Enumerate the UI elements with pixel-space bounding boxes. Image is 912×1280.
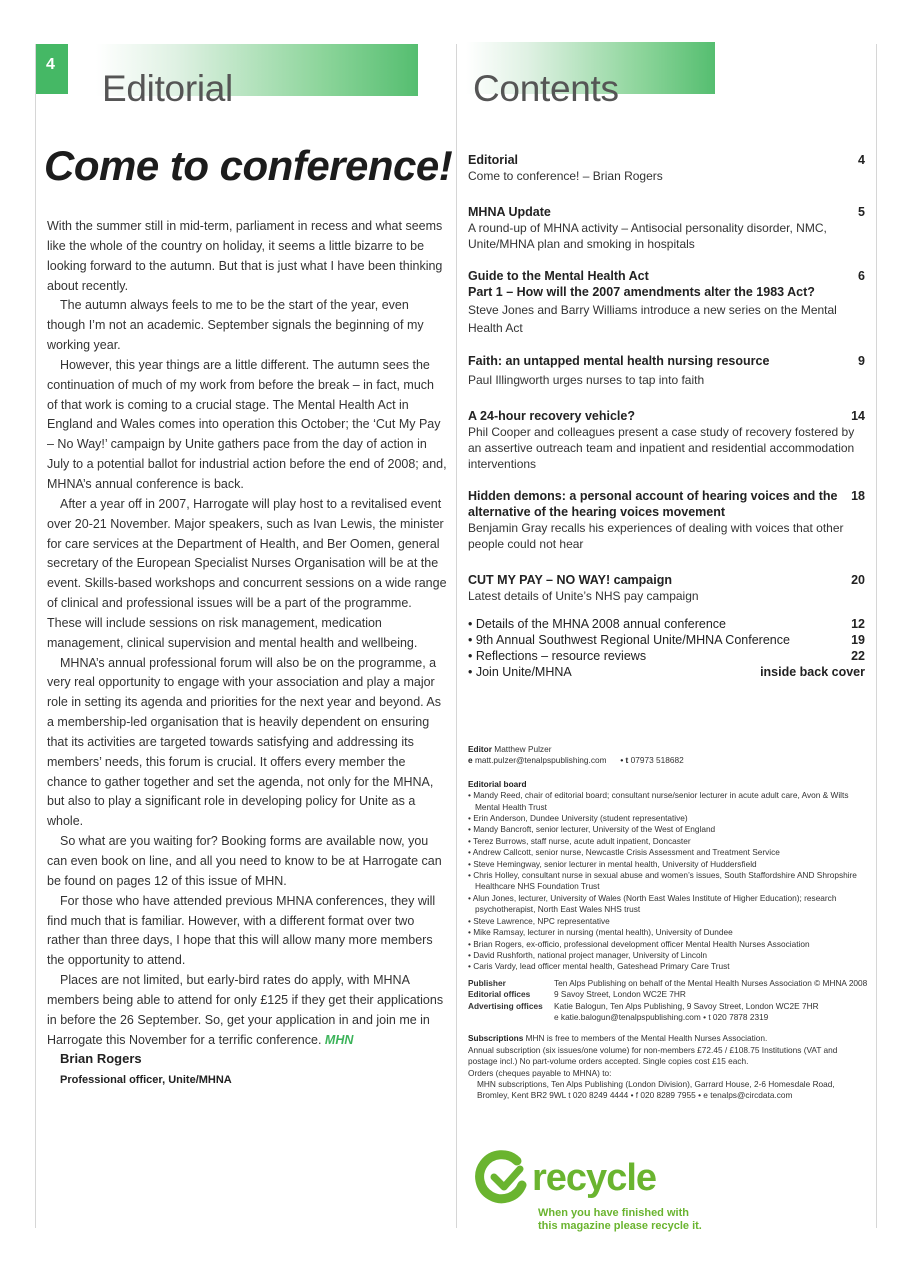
editor-tel: 07973 518682 (630, 755, 684, 766)
mhn-end-mark: MHN (324, 1032, 354, 1047)
contents-section-title: Contents (473, 68, 619, 109)
board-member: • Andrew Callcott, senior nurse, Newcastle Crisis Assessment and Treatment Service (468, 847, 868, 858)
entry-title: Editorial (468, 153, 519, 167)
contents-entry[interactable] (468, 572, 865, 604)
contents-entry[interactable] (468, 204, 865, 252)
entry-title: A 24-hour recovery vehicle? (468, 409, 635, 423)
entry-page: 4 (858, 153, 865, 167)
center-column-rule (456, 44, 457, 1228)
bullet-item[interactable]: • 9th Annual Southwest Regional Unite/MHNA Conference 19 (468, 633, 865, 647)
editor-label: Editor (468, 744, 492, 754)
editorial-paragraph: So what are you waiting for? Booking forms are available now, you can even book on line, and all you need to know to be at Harrogate can be found on pages 12 of this issue of MHN. (47, 834, 442, 888)
entry-title: MHNA Update (468, 205, 551, 219)
recycle-word: recycle (532, 1157, 657, 1199)
publisher-value: Ten Alps Publishing on behalf of the Mental Health Nurses Association © MHNA 2008 (554, 977, 868, 988)
entry-description: Benjamin Gray recalls his experiences of dealing with voices that other people could not hear (468, 521, 844, 551)
board-member: • Chris Holley, consultant nurse in sexual abuse and women’s issues, South Staffordshire AND Shropshire Healthcare NHS Foundation Trust (468, 870, 868, 893)
subs-line: MHN is free to members of the Mental Health Nurses Association. (525, 1033, 768, 1044)
board-member: • Terez Burrows, staff nurse, acute adult inpatient, Doncaster (468, 836, 868, 847)
contents-entry[interactable] (468, 152, 865, 184)
board-member: • David Rushforth, national project manager, University of Lincoln (468, 950, 868, 961)
bullet-page: 22 (851, 649, 865, 663)
editorial-paragraph: The autumn always feels to me to be the start of the year, even though I’m not an academic. September signals the beginning of my working year. (47, 298, 424, 353)
entry-description: Latest details of Unite’s NHS pay campaign (468, 589, 699, 603)
entry-description: A round-up of MHNA activity – Antisocial personality disorder, NMC, Unite/MHNA plan and smoking in hospitals (468, 221, 827, 251)
contents-bullets (468, 616, 865, 680)
author-name: Brian Rogers (60, 1051, 142, 1066)
bullet-item[interactable]: • Join Unite/MHNA inside back cover (468, 665, 865, 679)
advertising-contact: e katie.balogun@tenalpspublishing.com • t 020 7878 2319 (554, 1011, 769, 1022)
recycle-tagline-2: this magazine please recycle it. (538, 1219, 702, 1232)
page-number: 4 (36, 44, 68, 94)
bullet-page: inside back cover (760, 665, 865, 679)
subs-label: Subscriptions (468, 1033, 524, 1044)
bullet-item[interactable]: • Reflections – resource reviews 22 (468, 649, 865, 663)
editor-contact (468, 755, 868, 766)
board-member: • Brian Rogers, ex-officio, professional development officer Mental Health Nurses Association (468, 939, 868, 950)
entry-page: 14 (851, 409, 865, 423)
entry-page: 5 (858, 205, 865, 219)
entry-page: 6 (858, 269, 865, 283)
recycle-tagline-1: When you have finished with (538, 1207, 689, 1219)
editorial-paragraph (47, 971, 447, 1050)
board-list (468, 790, 868, 973)
entry-title: CUT MY PAY – NO WAY! campaign (468, 573, 672, 587)
board-member: • Mike Ramsay, lecturer in nursing (mental health), University of Dundee (468, 927, 868, 938)
subs-address: MHN subscriptions, Ten Alps Publishing (London Division), Garrard House, 2-6 Homesdale Road, Bromley, Kent BR2 9WL t 020 8249 4444 • f 020 8289 7955 • e tenalps@circdata.com (477, 1078, 835, 1101)
bullet-page: 12 (851, 617, 865, 631)
advertising-label: Advertising offices (468, 1000, 543, 1011)
editorial-headline: Come to conference! (44, 142, 453, 189)
editor-line (468, 744, 868, 755)
contents-entry[interactable] (468, 268, 865, 337)
bullet-label: 9th Annual Southwest Regional Unite/MHNA Conference (475, 633, 790, 647)
bullet-label: Details of the MHNA 2008 annual conference (475, 617, 727, 631)
editorial-section-title: Editorial (102, 68, 233, 109)
entry-title: Hidden demons: a personal account of hearing voices and the alternative of the hearing voices movement (468, 489, 838, 519)
board-member: • Mandy Bancroft, senior lecturer, University of the West of England (468, 824, 868, 835)
subs-line: Orders (cheques payable to MHNA) to: (468, 1067, 612, 1078)
editorial-paragraph: With the summer still in mid-term, parliament in recess and what seems like the whole of the country on holiday, it seems a little bizarre to be looking forward to the autumn. But that is just what I have been thinking about recently. (47, 219, 443, 293)
bullet-label: Join Unite/MHNA (475, 665, 572, 679)
entry-page: 9 (858, 354, 865, 368)
entry-description: Paul Illingworth urges nurses to tap into faith (468, 373, 705, 387)
board-member: • Erin Anderson, Dundee University (student representative) (468, 813, 868, 824)
bullet-page: 19 (851, 633, 865, 647)
contents-list (468, 152, 865, 680)
board-heading (468, 779, 868, 790)
publisher-block (468, 978, 868, 1024)
email-label: e (468, 755, 473, 766)
entry-description: Steve Jones and Barry Williams introduce a new series on the Mental Health Act (468, 303, 837, 335)
recycle-arrow-icon (470, 1147, 532, 1209)
advertising-value: Katie Balogun, Ten Alps Publishing, 9 Savoy Street, London WC2E 7HR (554, 1000, 819, 1011)
editor-email[interactable]: matt.pulzer@tenalpspublishing.com (474, 755, 607, 766)
tel-label: • t (620, 755, 629, 766)
recycle-tagline (538, 1207, 702, 1232)
entry-description: Phil Cooper and colleagues present a case study of recovery fostered by an assertive outreach team and inpatient and residential accommodation interventions (468, 425, 855, 471)
contents-entry[interactable] (468, 408, 865, 472)
bullet-label: Reflections – resource reviews (475, 649, 647, 663)
board-member: • Mandy Reed, chair of editorial board; consultant nurse/senior lecturer in acute adult care, Avon & Wilts Mental Health Trust (468, 790, 868, 813)
offices-value: 9 Savoy Street, London WC2E 7HR (554, 989, 686, 1000)
bullet-item[interactable]: • Details of the MHNA 2008 annual conference 12 (468, 617, 865, 631)
subscriptions-block (468, 1033, 868, 1101)
entry-subtitle: Part 1 – How will the 2007 amendments alter the 1983 Act? (468, 285, 815, 299)
board-label: Editorial board (468, 778, 527, 789)
board-member: • Steve Lawrence, NPC representative (468, 916, 868, 927)
recycle-logo (468, 1147, 728, 1237)
masthead (468, 744, 868, 1102)
entry-title: Guide to the Mental Health Act (468, 269, 649, 283)
editorial-paragraph: For those who have attended previous MHNA conferences, they will find much that is familiar. However, with a different format over two rather than three days, I hope that this will allow many more members the opportunity to attend. (47, 893, 436, 968)
publisher-label: Publisher (468, 977, 506, 988)
contents-entry[interactable] (468, 488, 865, 552)
editor-name: Matthew Pulzer (494, 744, 552, 754)
editorial-paragraph: However, this year things are a little different. The autumn sees the continuation of much of my work from before the break – in fact, much of that work is coming to a crucial stage. The Mental Health Act in England and Wales comes into operation this October; the ‘Cut My Pay – No Way!’ campaign by Unite gathers pace from the day of action in July to a potential ballot for industrial action before the end of 2008; and, MHNA’s annual conference is back. (47, 357, 447, 491)
offices-label: Editorial offices (468, 989, 531, 1000)
right-column-rule (876, 44, 877, 1228)
editorial-paragraph: MHNA’s annual professional forum will also be on the programme, a very real opportunity to engage with your association and play a major role in setting its agenda and priorities for the next year and beyond. As a membership-led organisation that is heavily dependent on ensuring that its activities are targeted towards satisfying and addressing its members’ needs, this forum is crucial. It offers every member the chance to gather together and set the agenda, not only for the MHNA, but also to play a significant role in developing policy for Unite as a whole. (47, 655, 441, 829)
editorial-body (47, 217, 447, 1050)
subs-line: Annual subscription (six issues/one volume) for non-members £72.45 / £108.75 Institutions (VAT and postage incl.) No part-volume orders accepted. Single copies cost £15 each. (468, 1044, 838, 1067)
editorial-paragraph: After a year off in 2007, Harrogate will play host to a revitalised event over 20-21 November. Major speakers, such as Ivan Lewis, the minister for care services at the Department of Health, and Ber Oomen, general secretary of the European Specialist Nurses Organisation will be at the event. Skills-based workshops and concurrent sessions on a wide range of clinical and professional issues will be a part of the programme. These will include sessions on risk management, medication management, clinical supervision and mental health and wellbeing. (47, 496, 447, 650)
contents-entry[interactable] (468, 353, 865, 388)
board-member: • Steve Hemingway, senior lecturer in mental health, University of Huddersfield (468, 859, 868, 870)
signature-block (60, 1051, 232, 1086)
entry-page: 18 (851, 489, 865, 503)
entry-title: Faith: an untapped mental health nursing resource (468, 354, 770, 368)
board-member: • Caris Vardy, lead officer mental health, Gateshead Primary Care Trust (468, 961, 868, 972)
author-role: Professional officer, Unite/MHNA (60, 1074, 232, 1086)
board-member: • Alun Jones, lecturer, University of Wales (North East Wales Institute of Higher Education); research psychotherapist, North East Wales NHS trust (468, 893, 868, 916)
editorial-paragraph-text: Places are not limited, but early-bird rates do apply, with MHNA members being able to attend for only £125 if they get their applications in before the 26 September. So, get your application in and join me in Harrogate this November for a terrific conference. (47, 973, 444, 1047)
left-column-rule (35, 44, 36, 1228)
entry-page: 20 (851, 573, 865, 587)
entry-description: Come to conference! – Brian Rogers (468, 169, 663, 183)
